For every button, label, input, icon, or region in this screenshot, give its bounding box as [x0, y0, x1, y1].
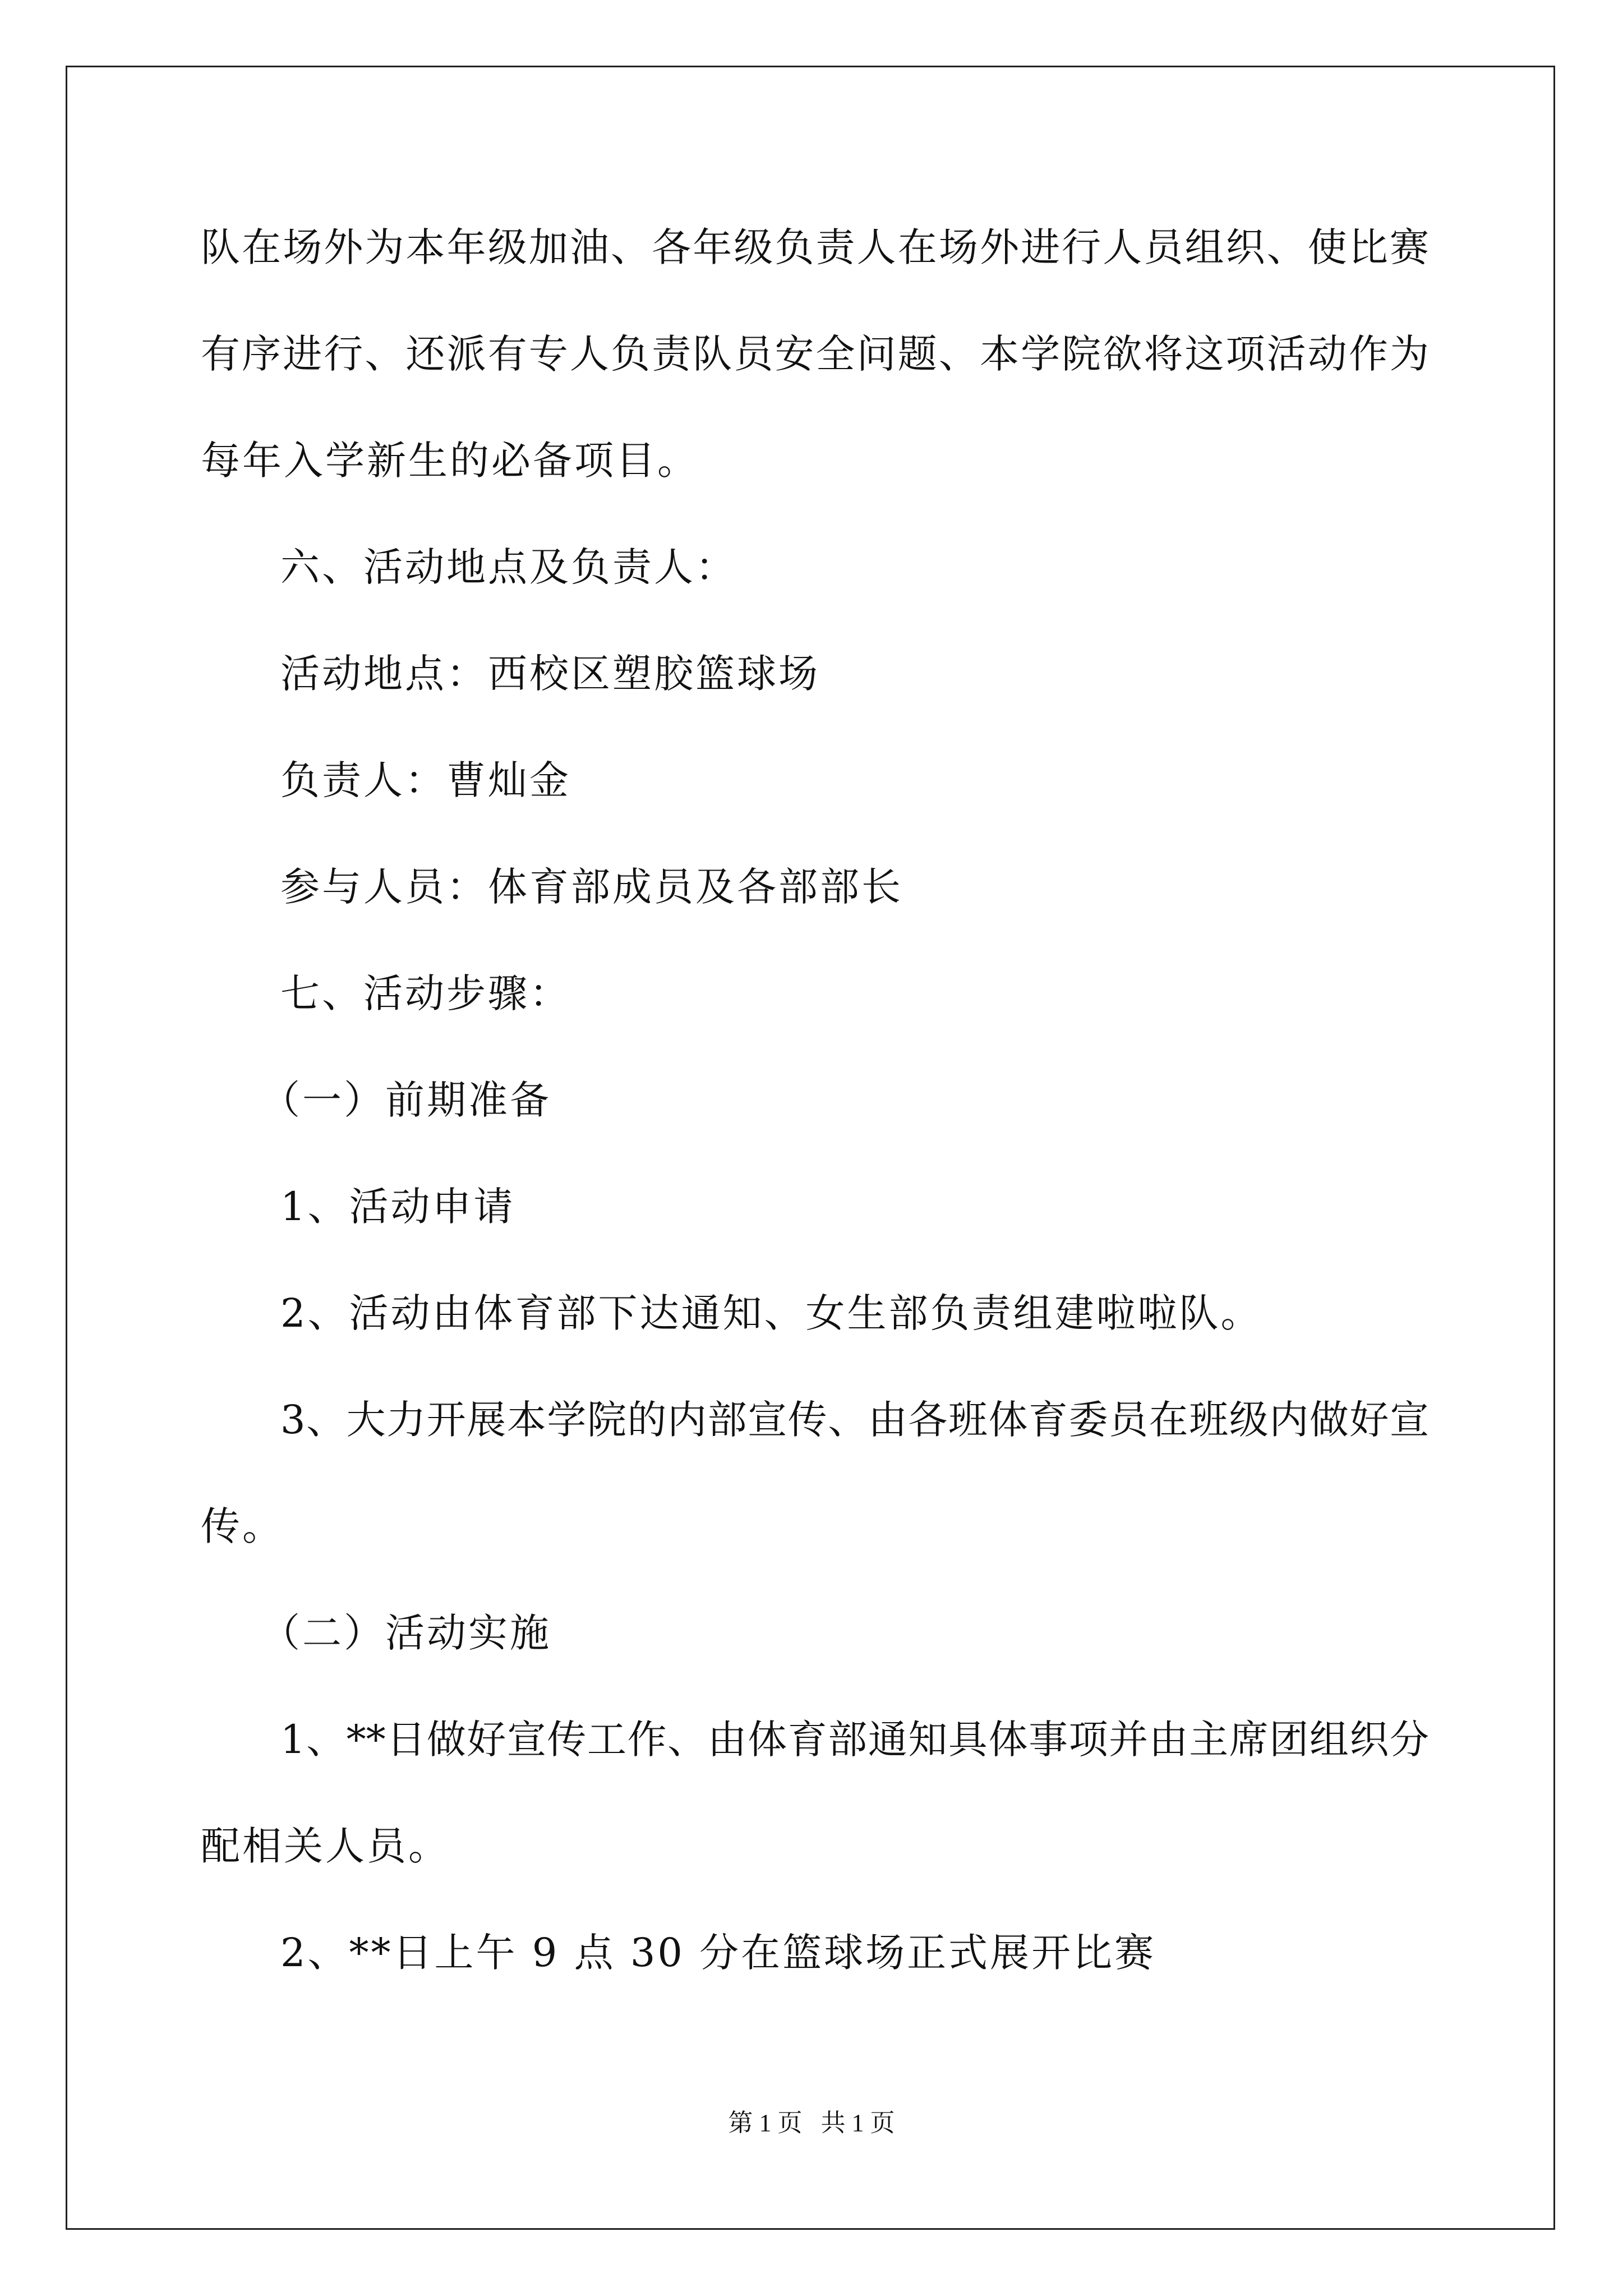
page-border	[66, 66, 1555, 2230]
list-item: 1、**日做好宣传工作、由体育部通知具体事项并由主席团组织分	[280, 1717, 1429, 1763]
paragraph-line: 有序进行、还派有专人负责队员安全问题、本学院欲将这项活动作为	[201, 331, 1429, 377]
section-heading: 七、活动步骤：	[280, 970, 571, 1016]
subsection-heading: （一）前期准备	[261, 1077, 551, 1123]
paragraph-line: 传。	[201, 1503, 284, 1549]
list-item: 3、大力开展本学院的内部宣传、由各班体育委员在班级内做好宣	[280, 1397, 1429, 1443]
page-footer: 第 1 页 共 1 页	[728, 2109, 895, 2137]
section-heading: 六、活动地点及负责人：	[280, 544, 737, 590]
subsection-heading: （二）活动实施	[261, 1610, 551, 1656]
list-item: 2、活动由体育部下达通知、女生部负责组建啦啦队。	[280, 1290, 1262, 1336]
paragraph-line: 活动地点：西校区塑胶篮球场	[280, 651, 820, 697]
paragraph-line: 参与人员：体育部成员及各部部长	[280, 864, 903, 910]
paragraph-line: 配相关人员。	[201, 1823, 450, 1869]
paragraph-line: 负责人：曹灿金	[280, 757, 571, 803]
list-item: 1、活动申请	[280, 1184, 515, 1230]
paragraph-line: 队在场外为本年级加油、各年级负责人在场外进行人员组织、使比赛	[201, 224, 1429, 270]
paragraph-line: 每年入学新生的必备项目。	[201, 438, 699, 484]
list-item: 2、**日上午 9 点 30 分在篮球场正式展开比赛	[280, 1930, 1156, 1976]
